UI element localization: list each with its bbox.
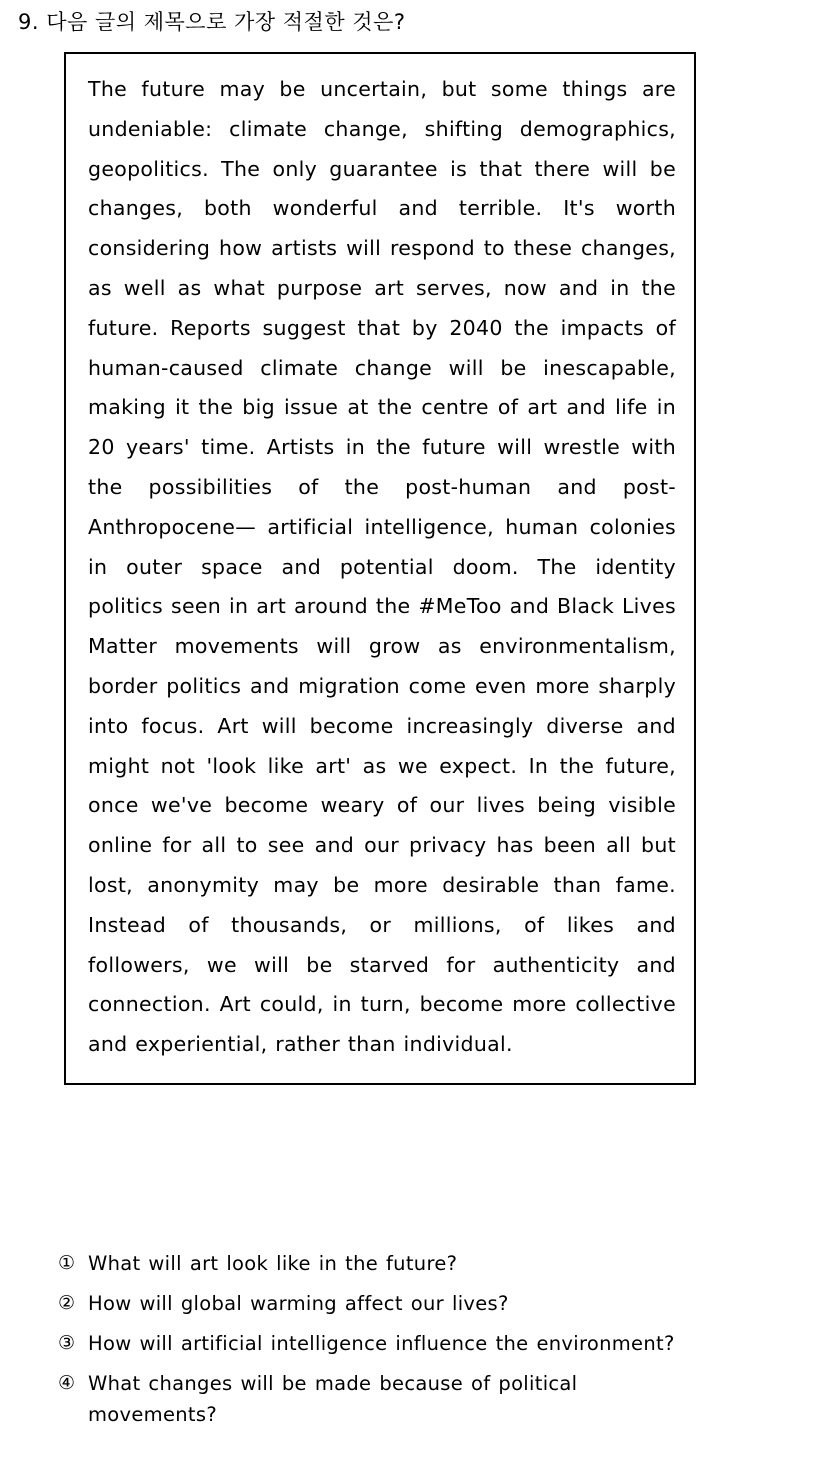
choice-option-1[interactable] (58, 1248, 798, 1279)
choice-label-3: How will artificial intelligence influence the environment? (88, 1332, 675, 1355)
passage-box (64, 52, 696, 1085)
choice-option-4[interactable] (58, 1368, 798, 1430)
choice-label-2: How will global warming affect our lives? (88, 1292, 509, 1315)
choice-option-3[interactable] (58, 1328, 798, 1359)
choice-marker-2: ② (58, 1292, 76, 1314)
choice-label-4: What changes will be made because of political movements? (88, 1372, 578, 1426)
passage-text: The future may be uncertain, but some things are undeniable: climate change, shifting demographics, geopolitics. The only guarantee is that there will be changes, both wonderful and terrible. It's worth considering how artists will respond to these changes, as well as what purpose art serves, now and in the future. Reports suggest that by 2040 the impacts of human-caused climate change will be inescapable, making it the big issue at the centre of art and life in 20 years' time. Artists in the future will wrestle with the possibilities of the post-human and post-Anthropocene— artificial intelligence, human colonies in outer space and potential doom. The identity politics seen in art around the #MeToo and Black Lives Matter movements will grow as environmentalism, border politics and migration come even more sharply into focus. Art will become increasingly diverse and might not 'look like art' as we expect. In the future, once we've become weary of our lives being visible online for all to see and our privacy has been all but lost, anonymity may be more desirable than fame. Instead of thousands, or millions, of likes and followers, we will be starved for authenticity and connection. Art could, in turn, become more collective and experiential, rather than individual. (88, 77, 676, 1057)
question-header: 9. 다음 글의 제목으로 가장 적절한 것은? (18, 10, 406, 34)
choice-label-1: What will art look like in the future? (88, 1252, 458, 1275)
answer-choices (58, 1248, 798, 1439)
choice-marker-3: ③ (58, 1332, 76, 1354)
choice-option-2[interactable] (58, 1288, 798, 1319)
choice-marker-1: ① (58, 1252, 76, 1274)
choice-marker-4: ④ (58, 1372, 76, 1394)
